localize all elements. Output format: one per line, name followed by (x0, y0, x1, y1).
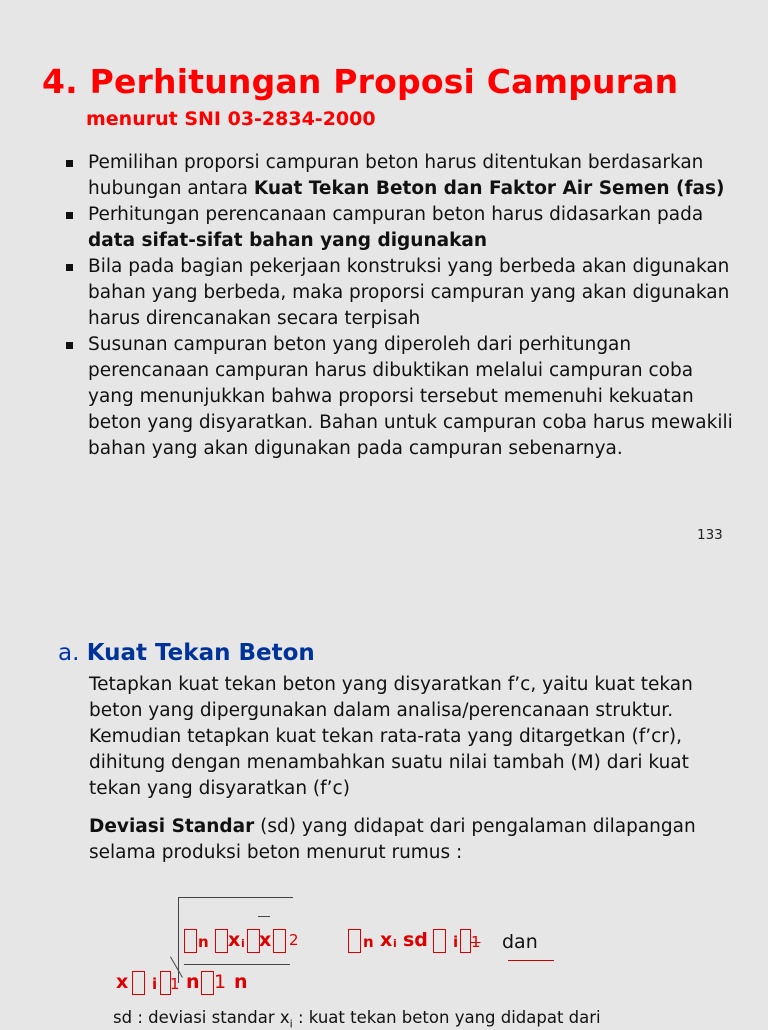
sqrt-overline (179, 897, 293, 898)
missing-glyph-box (201, 971, 214, 995)
slide-title: 4. Perhitungan Proposi Campuran (42, 62, 679, 101)
bullet-text: Bila pada bagian pekerjaan konstruksi yang berbeda akan digunakan bahan yang berbeda, maka proporsi campuran yang akan digunakan harus direncanakan secara terpisah (88, 256, 730, 329)
slide-2 (0, 580, 768, 1030)
paragraph-text: (sd) yang didapat dari pengalaman dilapangan selama produksi beton menurut rumus : (89, 816, 696, 863)
bullet-item (64, 332, 744, 462)
formula-bottom-1: 1 (214, 971, 227, 993)
bullet-bold-text: data sifat-sifat bahan yang digunakan (88, 230, 488, 251)
bullet-item (64, 202, 744, 254)
missing-glyph-box (215, 929, 228, 953)
bullet-bold-text: Kuat Tekan Beton dan Faktor Air Semen (fas) (253, 178, 725, 199)
bullet-list (64, 150, 744, 462)
formula-x-mean: x (259, 929, 272, 951)
bullet-text: Susunan campuran beton yang diperoleh dari perhitungan perencanaan campuran harus dibuktikan melalui campuran coba yang menunjukkan bahwa proporsi tersebut memenuhi kekuatan beton yang disyaratkan. Bahan untuk campuran coba harus mewakili bahan yang akan digunakan pada campuran sebenarnya. (88, 334, 733, 459)
missing-glyph-box (460, 929, 471, 953)
missing-glyph-box (273, 929, 286, 953)
formula-x: x (380, 929, 393, 951)
formula-sub-i: i (393, 937, 397, 950)
formula-bottom-n: n (234, 971, 248, 993)
dan-underline (508, 960, 554, 961)
formula-legend (113, 1008, 601, 1030)
standard-deviation-formula (110, 885, 670, 995)
formula-bottom-n: n (186, 971, 200, 993)
mean-bar (258, 916, 270, 917)
bullet-text: Perhitungan perencanaan campuran beton harus didasarkan pada (88, 204, 704, 225)
formula-bottom-i: i (152, 975, 158, 993)
formula-dan: dan (502, 931, 538, 953)
missing-glyph-box (132, 971, 145, 995)
formula-n: n (198, 933, 209, 951)
term-deviasi-standar: Deviasi Standar (89, 816, 255, 837)
formula-x: x (228, 929, 241, 951)
formula-power-2: 2 (289, 931, 299, 949)
square-bullet-icon (66, 212, 73, 219)
legend-sd: sd : deviasi standar x (113, 1008, 290, 1027)
section-letter: a. (58, 640, 80, 666)
section-title: Kuat Tekan Beton (86, 640, 315, 666)
bullet-item (64, 254, 744, 332)
missing-glyph-box (433, 929, 446, 953)
paragraph-kuat-tekan: Tetapkan kuat tekan beton yang disyaratkan f’c, yaitu kuat tekan beton yang dipergunakan dalam analisa/perencanaan struktur. Kemudian tetapkan kuat tekan rata-rata yang ditargetkan (f’cr), dihitung dengan menambahkan suatu nilai tambah (M) dari kuat tekan yang disyaratkan (f’c) (89, 674, 693, 799)
square-bullet-icon (66, 342, 73, 349)
legend-sub-i: i (289, 1017, 293, 1030)
formula-sd: sd (403, 929, 428, 951)
missing-glyph-box (348, 929, 361, 953)
fraction-line (184, 964, 290, 965)
square-bullet-icon (66, 160, 73, 167)
formula-sub-i: i (241, 937, 245, 950)
missing-glyph-box (184, 929, 197, 953)
formula-i: i (453, 933, 459, 951)
bullet-text: Pemilihan proporsi campuran beton harus ditentukan berdasarkan hubungan antara (88, 152, 704, 199)
square-bullet-icon (66, 264, 73, 271)
bullet-item (64, 150, 744, 202)
legend-xi: : kuat tekan beton yang didapat dari (292, 1008, 601, 1027)
paragraph-deviasi-standar (89, 814, 729, 866)
formula-n: n (363, 933, 374, 951)
formula-bottom-1: 1 (170, 975, 180, 993)
page-number: 133 (697, 527, 723, 543)
formula-1: 1 (471, 933, 481, 951)
section-heading (58, 640, 315, 666)
formula-bottom-x: x (116, 971, 129, 993)
slide-subtitle: menurut SNI 03-2834-2000 (86, 108, 376, 130)
